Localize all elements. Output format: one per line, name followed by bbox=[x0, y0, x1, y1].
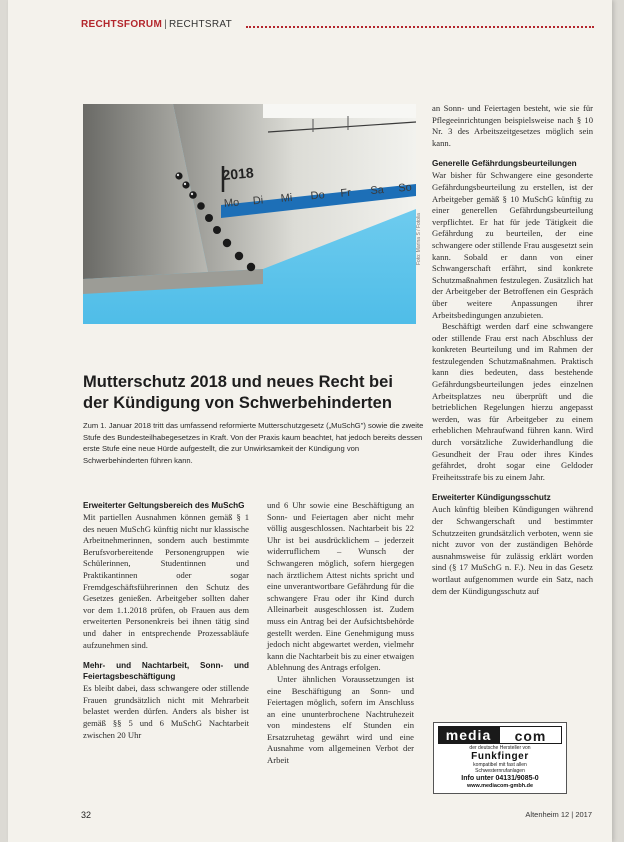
ad-brand: Funkfinger bbox=[471, 751, 529, 762]
weekday-2: Mi bbox=[280, 191, 293, 205]
subheading-geltungsbereich: Erweiterter Geltungsbereich des MuSchG bbox=[83, 501, 245, 510]
article-headline bbox=[83, 372, 428, 414]
text-column-3 bbox=[432, 103, 593, 597]
page-number: 32 bbox=[81, 810, 92, 820]
subheading-kuendigungsschutz: Erweiterter Kündigungsschutz bbox=[432, 493, 551, 503]
ad-logo-right: com bbox=[499, 726, 562, 744]
ad-website-link[interactable]: www.mediacom-gmbh.de bbox=[466, 783, 534, 789]
advertisement-mediacom[interactable] bbox=[433, 722, 567, 794]
ad-system: Schwesternrufanlagen bbox=[475, 768, 525, 774]
text-column-1 bbox=[83, 500, 249, 741]
ad-tagline: der deutsche Hersteller von bbox=[469, 745, 531, 751]
paragraph-nachtarbeit-cont: und 6 Uhr sowie eine Beschäftigung an Sonn- und Feiertagen aber nicht mehr völlig ausgeschlossen. Nachtarbeit bis 22 Uhr ist bei ausdrücklichem – jederzeit widerruflichem – Wunsch der Schwangeren möglich, sofern hiergegen nach ärztlichem Attest nichts spricht und eine unverantwortbare Gefährdung für die schwangere Frau oder ihr Kind durch Alleinarbeit ausgeschlossen ist. Zudem muss ein Antrag bei der Aufsichtsbehörde gestellt werden. Eine Genehmigung muss jedoch nicht abgewartet werden, vielmehr kann die Nachtarbeit bis zu einer etwaigen Ablehnung des Antrags erfolgen. bbox=[267, 500, 414, 673]
ad-logo-left: media bbox=[438, 726, 499, 744]
paragraph-beschaeftigung: Beschäftigt werden darf eine schwangere oder stillende Frau erst nach Abschluss der konkreten Beurteilung und im Rahmen der festzulegenden Schutzmaßnahmen. Praktisch kann dies bedeuten, dass bestehende Gefährdungsbeurteilungen jedes einzelnen Arbeitsplatzes neu überprüft und die betrieblichen Regelungen hierzu angepasst werden, was für Arbeitgeber zu einem erheblichen Mehraufwand führen kann. Wird durch vorsätzliche Zuwiderhandlung die Gesundheit der Frau oder ihres Kindes gefährdet, droht sogar eine Geldoder Freiheitsstrafe bis zu einem Jahr. bbox=[432, 321, 593, 482]
subheading-gefaehrdung: Generelle Gefährdungsbeurteilungen bbox=[432, 159, 577, 169]
weekday-6: So bbox=[397, 181, 413, 195]
issue-label: Altenheim 12 | 2017 bbox=[525, 810, 592, 819]
weekday-1: Di bbox=[252, 194, 264, 208]
article-photo bbox=[83, 104, 416, 324]
calendar-photo-icon bbox=[83, 104, 416, 324]
paragraph-geltungsbereich: Mit partiellen Ausnahmen können gemäß § 1 des neuen MuSchG künftig nicht nur klassische Arbeitnehmerinnen, sondern auch bestimmte Berufsvorbereitende Personengruppen wie Schülerinnen, Studentinnen und Praktikantinnen oder sogar Fremdgeschäftsführerinnen den Schutz des Gesetzes genießen. Arbeitgeber sollten daher vor dem 1.1.2018 prüfen, ob Frauen aus dem erweiterten Personenkreis bei ihnen tätig sind und daher in entsprechende Prozessabläufe aufzunehmen sind. bbox=[83, 512, 249, 650]
ad-compat: kompatibel mit fast allen bbox=[473, 762, 527, 768]
text-column-2 bbox=[267, 500, 414, 767]
rubric-dotted-rule bbox=[246, 26, 594, 28]
paragraph-gefaehrdung: War bisher für Schwangere eine gesonderte Gefährdungsbeurteilung zu erstellen, ist der Arbeitgeber gemäß § 10 MuSchG künftig zu einer generellen Gefährdungsbeurteilung verpflichtet. Er hat für jede Tätigkeit die Gefährdung zu beurteilen, der eine schwangere oder stillende Frau ausgesetzt sein kann. Sobald er dann von einer Schwangerschaft erfährt, sind konkrete Schutzmaßnahmen festzulegen. Zusätzlich hat der Arbeitgeber der Betroffenen ein Gespräch über weitere Anpassungen ihrer Arbeitsbedingungen anzubieten. bbox=[432, 170, 593, 320]
subheading-nachtarbeit: Mehr- und Nachtarbeit, Sonn- und Feiertagsbeschäftigung bbox=[83, 661, 249, 682]
subsection-label: RECHTSRAT bbox=[168, 19, 233, 30]
paragraph-nachtarbeit: Es bleibt dabei, dass schwangere oder stillende Frauen grundsätzlich nicht mit Mehrarbeit belastet werden dürfen. Anders als bisher ist gemäß §§ 5 und 6 MuSchG Nachtarbeit zwischen 20 Uhr bbox=[83, 683, 249, 740]
rubric-separator: | bbox=[164, 19, 167, 30]
headline-line-2: der Kündigung von Schwerbehinderten bbox=[83, 394, 392, 412]
magazine-page bbox=[8, 0, 612, 842]
paragraph-kuendigungsschutz: Auch künftig bleiben Kündigungen während der Schwangerschaft und bestimmter Schutzzeiten grundsätzlich verboten, wenn sie nicht zuvor von der zuständigen Behörde ausnahmsweise für zulässig erklärt worden sind (§ 17 MuSchG n. F.). Neu in das Gesetz wortlaut aufgenommen wurde ein Satz, nach dem der Kündigungsschutz auf bbox=[432, 504, 593, 596]
ad-phone: Info unter 04131/9085-0 bbox=[461, 775, 539, 782]
section-label: RECHTSFORUM bbox=[81, 19, 163, 30]
weekday-0: Mo bbox=[223, 196, 240, 210]
paragraph-sonntagsarbeit: Unter ähnlichen Voraussetzungen ist eine Beschäftigung an Sonn- und Feiertagen möglich, sofern im Anschluss an eine ununterbrochene Nachtruhezeit von mindestens elf Stunden ein Ersatzruhetag gewährt wird und eine Ausnahme vom allgemeinen Verbot der Arbeit bbox=[267, 673, 414, 766]
section-rubric bbox=[81, 19, 232, 30]
weekday-4: Fr bbox=[340, 186, 352, 200]
calendar-year: 2018 bbox=[221, 164, 255, 183]
photo-credit: Foto: Marina S / Fotolia bbox=[416, 213, 422, 265]
weekday-5: Sa bbox=[369, 183, 385, 198]
headline-line-1: Mutterschutz 2018 und neues Recht bei bbox=[83, 373, 393, 391]
article-lead: Zum 1. Januar 2018 tritt das umfassend reformierte Mutterschutzgesetz („MuSchG") sowie die zweite Stufe des Bundesteilhabegesetzes in Kraft. Von der Praxis kaum beachtet, hat jedoch bereits dessen erste Stufe eine neue Hürde aufgestellt, die zur Unwirksamkeit der Kündigung von Schwerbehinderten führen kann. bbox=[83, 421, 424, 465]
ad-logo bbox=[438, 726, 562, 744]
weekday-3: Do bbox=[310, 189, 326, 203]
paragraph-sonntagsarbeit-cont: an Sonn- und Feiertagen besteht, wie sie für Pflegeeinrichtungen beispielsweise nach § 10 Nr. 3 des Arbeitszeitgesetzes möglich sein kann. bbox=[432, 103, 593, 148]
